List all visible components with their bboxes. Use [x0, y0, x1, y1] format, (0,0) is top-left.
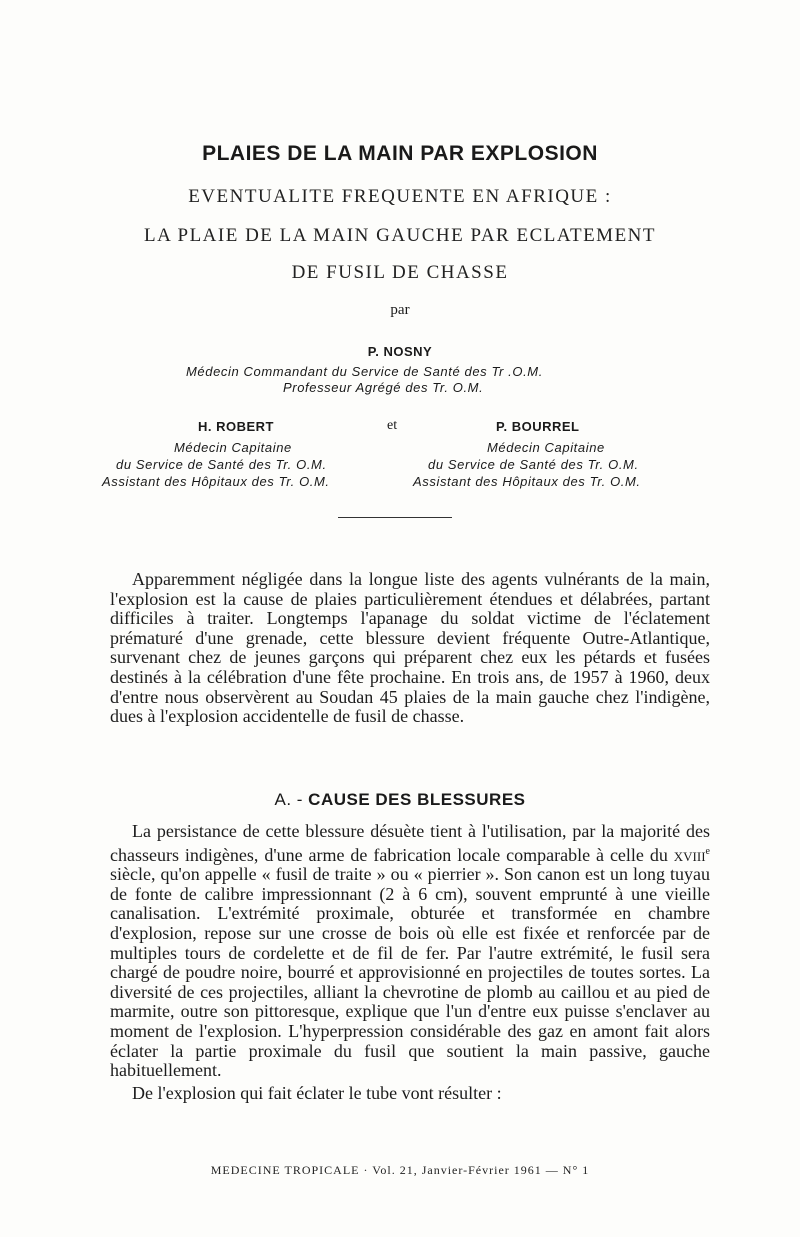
- section-paragraph-part-1: La persistance de cette blessure désuète tient à l'utilisation, par la majorité des chasseurs indigènes, d'une arme de fabrication locale comparable à celle du: [110, 821, 710, 865]
- by-line: par: [390, 302, 410, 318]
- subtitle-line-2: LA PLAIE DE LA MAIN GAUCHE PAR ECLATEMENT: [143, 225, 657, 246]
- author-role-robert-2: du Service de Santé des Tr. O.M.: [116, 457, 327, 472]
- section-heading: [0, 790, 800, 810]
- author-name-robert: H. ROBERT: [198, 419, 274, 434]
- section-title: CAUSE DES BLESSURES: [308, 790, 526, 809]
- author-role-bourrel-1: Médecin Capitaine: [487, 440, 605, 455]
- subtitle-line-3: DE FUSIL DE CHASSE: [291, 262, 509, 283]
- section-prefix: A. -: [274, 790, 309, 809]
- author-role-robert-3: Assistant des Hôpitaux des Tr. O.M.: [102, 474, 330, 489]
- author-role-bourrel-3: Assistant des Hôpitaux des Tr. O.M.: [413, 474, 641, 489]
- subtitle-line-1: EVENTUALITE FREQUENTE EN AFRIQUE :: [188, 186, 612, 207]
- author-name-nosny: P. NOSNY: [367, 344, 433, 359]
- journal-footer: MEDECINE TROPICALE · Vol. 21, Janvier-Février 1961 — N° 1: [210, 1163, 590, 1177]
- article-title: PLAIES DE LA MAIN PAR EXPLOSION: [202, 142, 598, 165]
- intro-paragraph: [110, 570, 710, 727]
- author-role-nosny-2: Professeur Agrégé des Tr. O.M.: [283, 380, 484, 395]
- author-role-robert-1: Médecin Capitaine: [174, 440, 292, 455]
- section-body: [110, 822, 710, 1103]
- section-paragraph: [110, 822, 710, 1081]
- author-role-nosny-1: Médecin Commandant du Service de Santé des Tr .O.M.: [186, 364, 543, 379]
- author-role-bourrel-2: du Service de Santé des Tr. O.M.: [428, 457, 639, 472]
- author-name-bourrel: P. BOURREL: [496, 419, 580, 434]
- closing-line: De l'explosion qui fait éclater le tube vont résulter :: [132, 1082, 502, 1103]
- intro-paragraph-text: Apparemment négligée dans la longue liste des agents vulnérants de la main, l'explosion est la cause de plaies particulièrement étendues et délabrées, partant difficiles à traiter. Longtemps l'apanage du soldat victime de l'éclatement prématuré d'une grenade, cette blessure devient fréquente Outre-Atlantique, survenant chez de jeunes garçons qui préparent chez eux les pétards et fusées destinés à la célébration d'une fête prochaine. En trois ans, de 1957 à 1960, deux d'entre nous observèrent au Soudan 45 plaies de la main gauche chez l'indigène, dues à l'explosion accidentelle de fusil de chasse.: [110, 569, 710, 727]
- separator-rule: [338, 517, 452, 518]
- section-paragraph-part-2: siècle, qu'on appelle « fusil de traite » ou « pierrier ». Son canon est un long tuyau de fonte de calibre impressionnant (2 à 6 cm), souvent emprunté à une vieille canalisation. L'extrémité proximale, obturée et transformée en chambre d'explosion, repose sur une crosse de bois où elle est fixée et renforcée par de multiples tours de cordelette et de fil de fer. Par l'autre extrémité, le fusil sera chargé de poudre noire, bourré et approvisionné en projectiles de toutes sortes. La diversité de ces projectiles, alliant la chevrotine de plomb au caillou et au pied de marmite, outre son pittoresque, explique que l'un d'entre eux puisse s'enclaver au moment de l'explosion. L'hyperpression considérable des gaz en amont fait alors éclater la partie proximale du fusil que soutient la main passive, gauche habituellement.: [110, 864, 710, 1081]
- conjunction-et: et: [387, 418, 398, 433]
- century-numeral: xviii: [673, 844, 706, 865]
- century-superscript: e: [705, 845, 710, 857]
